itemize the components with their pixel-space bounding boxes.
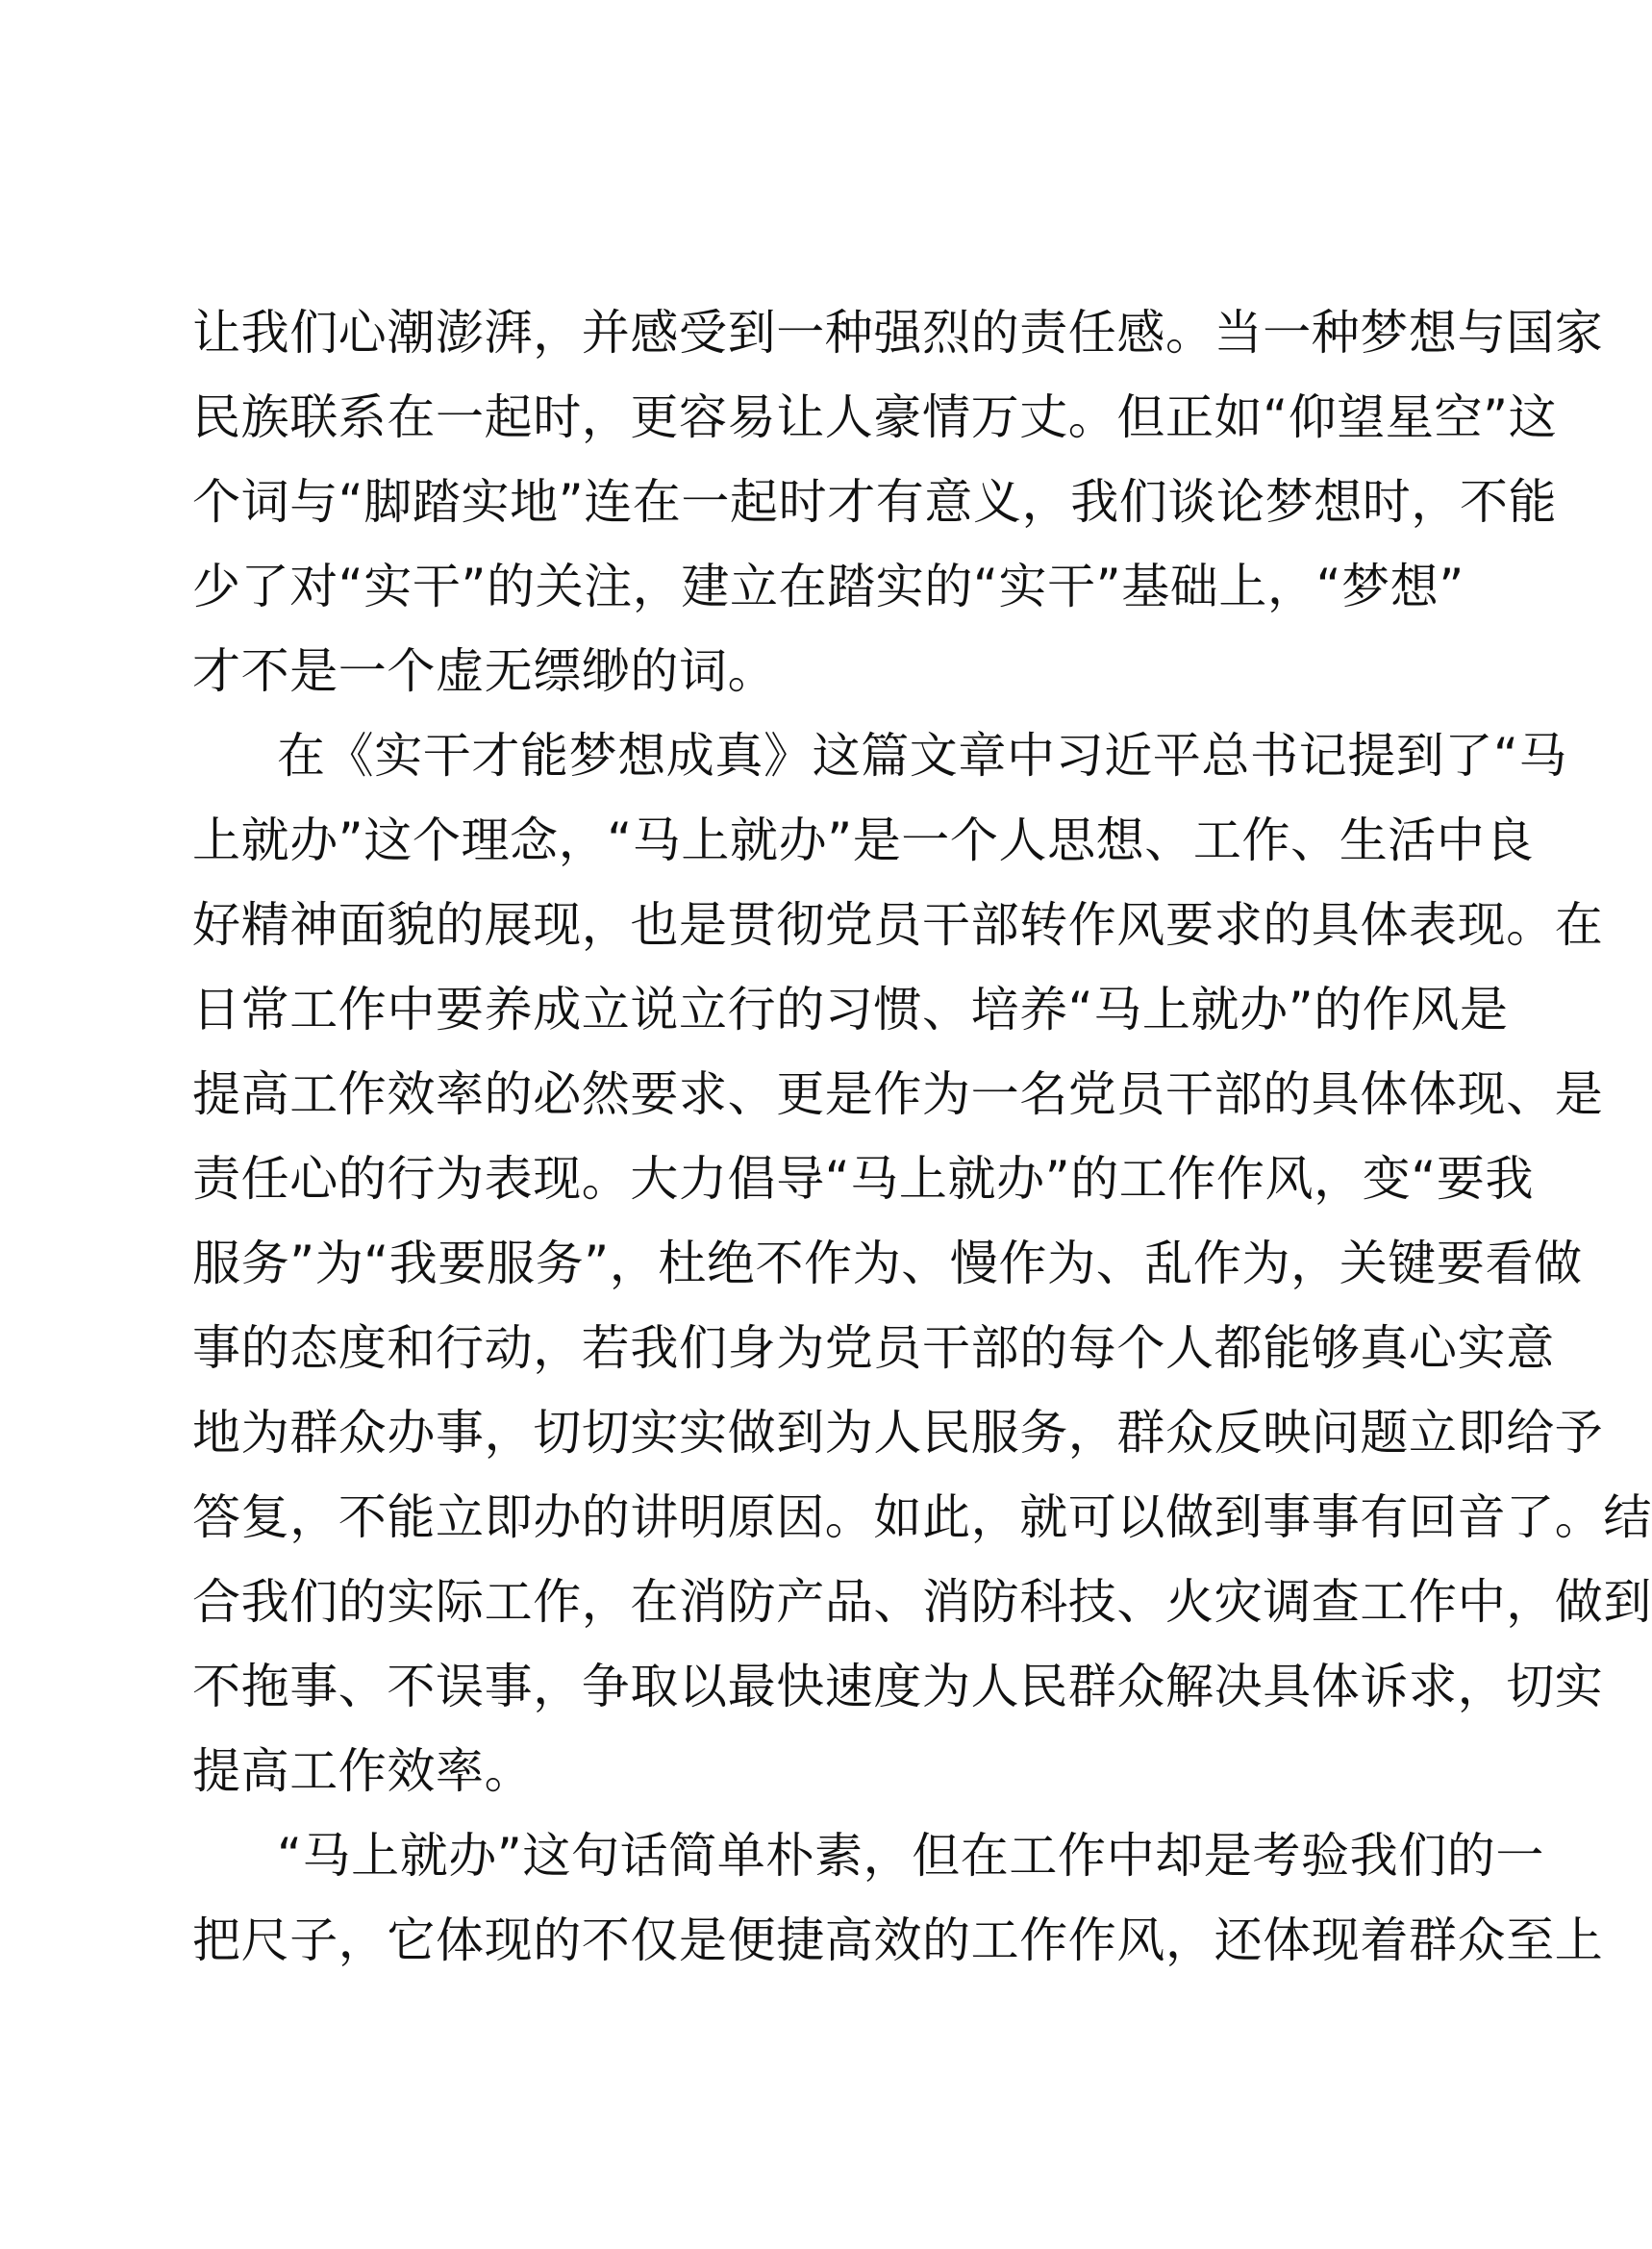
- text-line: 不拖事、不误事，争取以最快速度为人民群众解决具体诉求，切实: [192, 1659, 1604, 1714]
- text-line: 个词与“脚踏实地”连在一起时才有意义，我们谈论梦想时，不能: [192, 474, 1558, 530]
- text-line: “马上就办”这句话简单朴素，但在工作中却是考验我们的一: [277, 1828, 1545, 1884]
- paragraph: [192, 1813, 1604, 1983]
- paragraph: [192, 713, 1652, 1813]
- text-line: 提高工作效率的必然要求、更是作为一名党员干部的具体体现、是: [192, 1066, 1604, 1122]
- text-line: 把尺子，它体现的不仅是便捷高效的工作作风，还体现着群众至上: [192, 1912, 1604, 1968]
- text-line: 日常工作中要养成立说立行的习惯、培养“马上就办”的作风是: [192, 982, 1509, 1037]
- text-line: 地为群众办事，切切实实做到为人民服务，群众反映问题立即给予: [192, 1405, 1604, 1461]
- text-line: 民族联系在一起时，更容易让人豪情万丈。但正如“仰望星空”这: [192, 389, 1558, 445]
- text-line: 服务”为“我要服务”，杜绝不作为、慢作为、乱作为，关键要看做: [192, 1236, 1583, 1291]
- text-line: 在《实干才能梦想成真》这篇文章中习近平总书记提到了“马: [277, 728, 1568, 784]
- text-line: 让我们心潮澎湃，并感受到一种强烈的责任感。当一种梦想与国家: [192, 305, 1604, 361]
- text-line: 合我们的实际工作，在消防产品、消防科技、火灾调查工作中，做到: [192, 1574, 1652, 1630]
- text-line: 好精神面貌的展现，也是贯彻党员干部转作风要求的具体表现。在: [192, 897, 1604, 953]
- text-line: 提高工作效率。: [192, 1743, 534, 1799]
- document-body: [192, 290, 1652, 1983]
- text-line: 才不是一个虚无缥缈的词。: [192, 643, 777, 699]
- text-line: 少了对“实干”的关注，建立在踏实的“实干”基础上，“梦想”: [192, 559, 1464, 614]
- text-line: 责任心的行为表现。大力倡导“马上就办”的工作作风，变“要我: [192, 1151, 1535, 1207]
- paragraph: [192, 290, 1604, 713]
- text-line: 答复，不能立即办的讲明原因。如此，就可以做到事事有回音了。结: [192, 1489, 1652, 1545]
- text-line: 上就办”这个理念，“马上就办”是一个人思想、工作、生活中良: [192, 812, 1535, 868]
- text-line: 事的态度和行动，若我们身为党员干部的每个人都能够真心实意: [192, 1320, 1555, 1376]
